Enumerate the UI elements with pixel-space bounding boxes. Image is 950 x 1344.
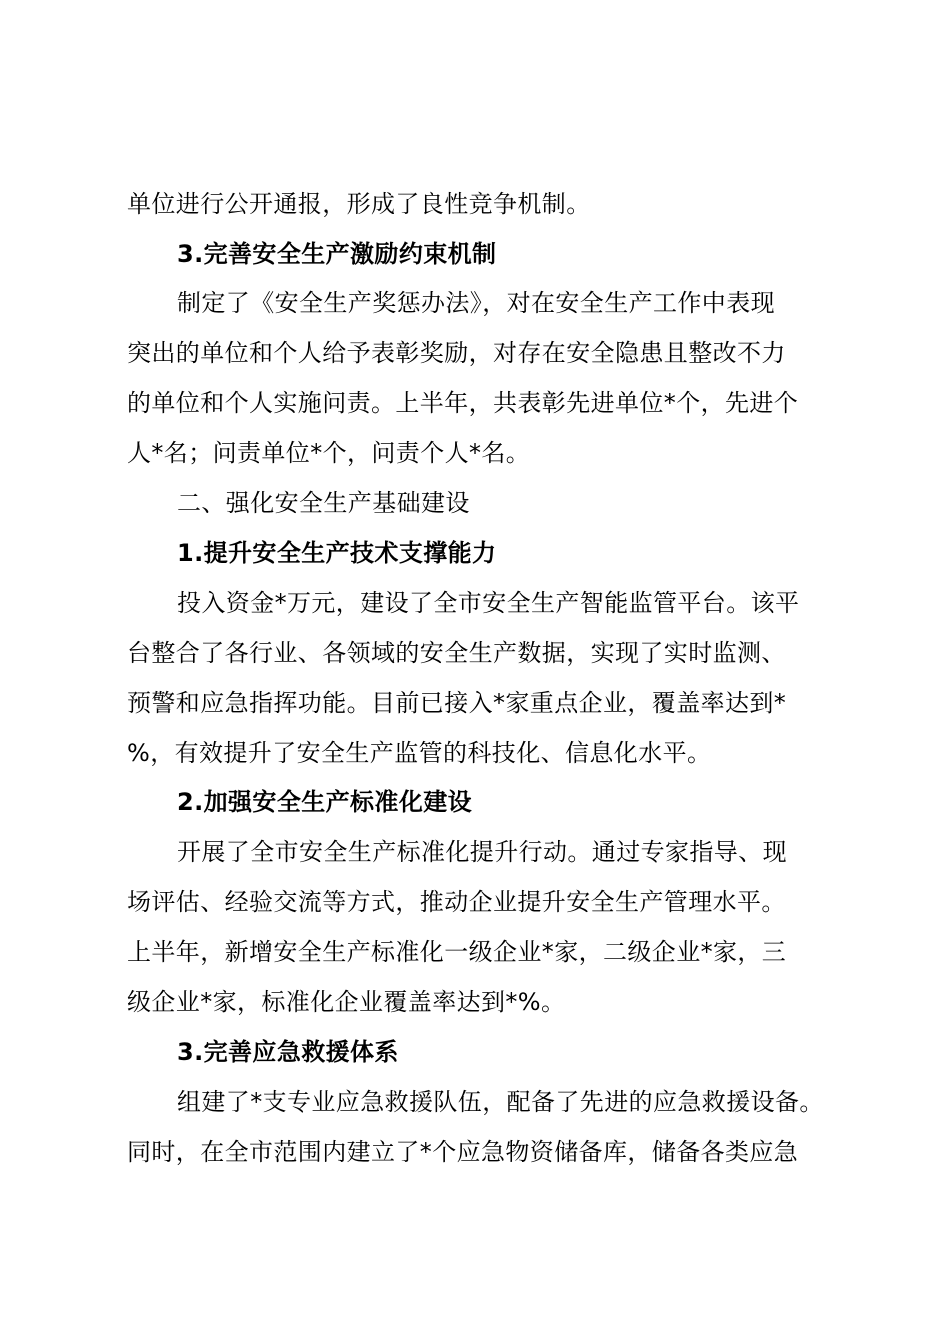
paragraph-line: 预警和应急指挥功能。目前已接入*家重点企业，覆盖率达到* [127, 689, 787, 717]
paragraph-line: 台整合了各行业、各领域的安全生产数据，实现了实时监测、 [127, 639, 786, 667]
paragraph-line: 的单位和个人实施问责。上半年，共表彰先进单位*个，先进个 [127, 389, 799, 417]
section-heading: 3.完善应急救援体系 [177, 1038, 399, 1066]
section-heading: 3.完善安全生产激励约束机制 [177, 240, 497, 268]
chapter-heading: 二、强化安全生产基础建设 [177, 489, 470, 517]
paragraph-line: 级企业*家，标准化企业覆盖率达到*%。 [127, 988, 566, 1016]
paragraph-line: 投入资金*万元，建设了全市安全生产智能监管平台。该平 [177, 589, 800, 617]
paragraph-line: 单位进行公开通报，形成了良性竞争机制。 [127, 190, 591, 218]
section-heading: 2.加强安全生产标准化建设 [177, 788, 473, 816]
paragraph-line: %，有效提升了安全生产监管的科技化、信息化水平。 [127, 739, 712, 767]
paragraph-line: 组建了*支专业应急救援队伍，配备了先进的应急救援设备。 [177, 1088, 824, 1116]
paragraph-line: 人*名；问责单位*个，问责个人*名。 [127, 439, 531, 467]
paragraph-line: 场评估、经验交流等方式，推动企业提升安全生产管理水平。 [127, 888, 786, 916]
paragraph-line: 同时，在全市范围内建立了*个应急物资储备库，储备各类应急 [127, 1138, 799, 1166]
paragraph-line: 制定了《安全生产奖惩办法》，对在安全生产工作中表现 [177, 289, 775, 317]
section-heading: 1.提升安全生产技术支撑能力 [177, 539, 497, 567]
paragraph-line: 开展了全市安全生产标准化提升行动。通过专家指导、现 [177, 838, 787, 866]
paragraph-line: 上半年，新增安全生产标准化一级企业*家，二级企业*家，三 [127, 938, 787, 966]
paragraph-line: 突出的单位和个人给予表彰奖励，对存在安全隐患且整改不力 [127, 339, 786, 367]
